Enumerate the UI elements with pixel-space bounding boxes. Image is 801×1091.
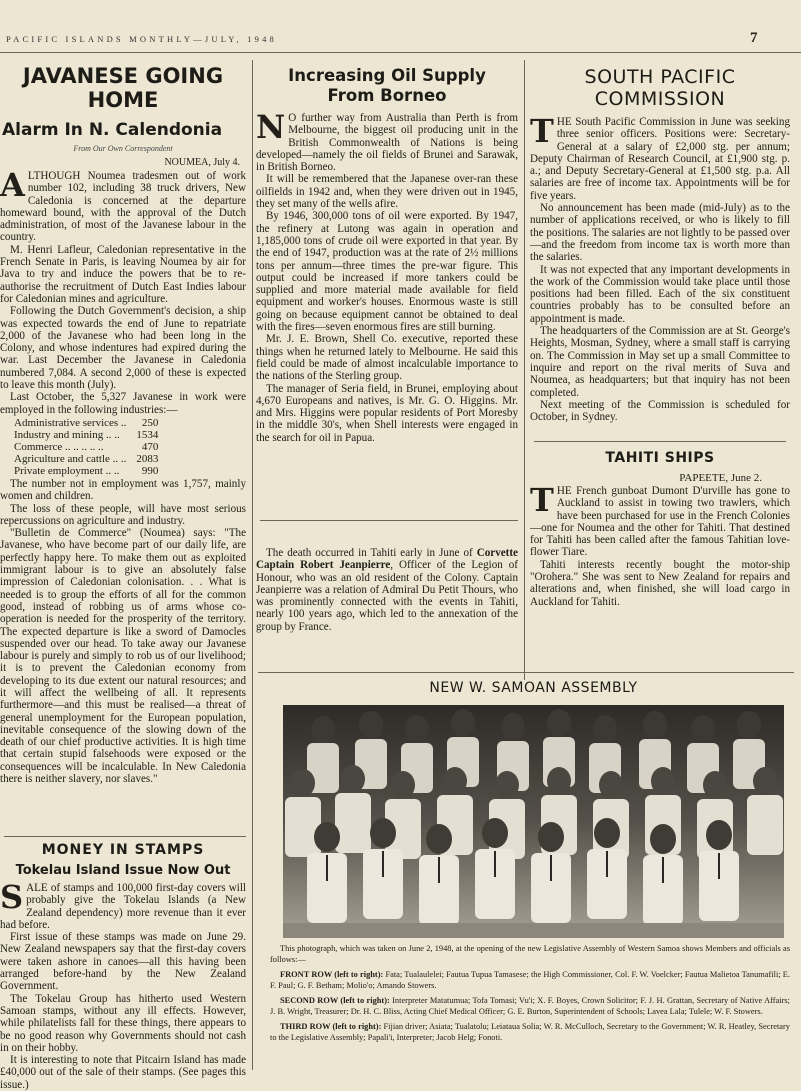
article-body xyxy=(256,547,518,633)
headline: COMMISSION xyxy=(594,88,726,110)
paragraph: The manager of Seria field, in Brunei, employing about 4,670 Europeans and natives, is Mr. G. O. Higgins. Mr. and Mrs. Higgins were popular residents of Port Moresby in the middle 30's, when Shell interests were engaged in the search for oil in Papua. xyxy=(256,382,518,444)
paragraph: It will be remembered that the Japanese over-ran these oilfields in 1942 and, when they were driven out in 1945, they set many of the wells afire. xyxy=(256,173,518,211)
headline: MONEY IN STAMPS xyxy=(41,842,205,858)
headline: TAHITI SHIPS xyxy=(605,450,715,466)
caption-row-text: Fata; Tualaulelei; Fautua Tupua Tamasese; the High Commissioner, Col. F. W. Voelcker; Fautua Malietoa Tanumafili; E. F. Paul; G. F. Betham; Molio'o; Amando Stowers. xyxy=(270,970,790,990)
article-body xyxy=(530,481,790,608)
caption-row-label: FRONT ROW (left to right): xyxy=(280,970,384,979)
table-cell-label: Agriculture and cattle .. .. xyxy=(14,452,127,465)
assembly-photograph xyxy=(283,705,784,938)
paragraph: M. Henri Lafleur, Caledonian representative in the French Senate in Paris, is leaving Noumea by air for Java to try and induce the powers that be to re-authorise the recruitment of Dutch East Indies labour for Caledonian mines and agriculture. xyxy=(0,243,246,305)
article-oil xyxy=(256,62,518,517)
table-row xyxy=(12,465,160,477)
drop-cap: S xyxy=(0,878,24,916)
table-cell-value: 1534 xyxy=(136,428,159,441)
article-body xyxy=(0,166,246,786)
section-rule xyxy=(534,441,786,442)
byline: From Our Own Correspondent xyxy=(73,144,173,153)
paragraph: The loss of these people, will have most serious repercussions on agriculture and industry. xyxy=(0,502,246,527)
header-rule xyxy=(0,52,801,53)
paragraph: , Officer of the Legion of Honour, who was an old resident of the Colony. Captain Jeanpierre was a relation of Admiral Du Petit Thours, who was prominently connected with the events in Tahiti, nearly 100 years ago, which led to the annexation of the group by France. xyxy=(256,559,518,633)
drop-cap: T xyxy=(530,112,554,150)
headline: JAVANESE GOING HOME xyxy=(22,64,224,112)
paragraph: "Bulletin de Commerce" (Noumea) says: "The Javanese, who have become part of our daily life, are perfectly happy here. To make them out as exploited immigrant labour is to give an absolutely false impression of Caledonian colonisation. . . What is needed is to group the efforts of all for the common good, instead of robbing us of arms whose co-operation is needed for the prosperity of the territory. The expected departure is like a sword of Damocles suspended over our head. To take away our Javanese labour is purely and simply to rob us of our livelihood; it is to prevent the Caledonian economy from developing to its due extent our natural resources; and it will affect the wellbeing of all. It represents furthermore—and this must be realised—a threat of general unemployment for the European population, inevitable consequence of the slowing down of the death of our chief productive activities. It is high time that certain stupid falsehoods were exposed or the consequences will be incalculable. In New Caledonia there is neither slavery, nor slaves." xyxy=(0,527,246,786)
article-body xyxy=(0,878,246,1091)
caption-row-text: Interpreter Matatumua; Tofa Tomasi; Vu'i; X. F. Boyes, Crown Solicitor; F. J. H. Grattan, Secretary of Native Affairs; J. B. Wright, Treasurer; Dr. H. C. Bliss, Acting Chief Medical Officer; G. E. Burton, Superintendent of Schools; Lavea Lala; Tulele; W. F. Stowers. xyxy=(270,996,790,1016)
caption-row-label: SECOND ROW (left to right): xyxy=(280,996,390,1005)
section-rule xyxy=(258,672,794,673)
page-number: 7 xyxy=(750,30,758,46)
caption-intro: This photograph, which was taken on June 2, 1948, at the opening of the new Legislative Assembly of Western Samoa shows Members and officials as follows:— xyxy=(270,944,790,964)
paragraph: Following the Dutch Government's decision, a ship was expected towards the end of June to repatriate 2,000 of the Javanese who had been long in the Colony, and whose indentures had expired during the war. Last December the Javanese in Caledonia numbered 7,084. A second 2,000 of these is expected to leave this month (July). xyxy=(0,305,246,392)
paragraph: The Tokelau Group has hitherto used Western Samoan stamps, without any ill effects. However, while philatelists fall for these things, there appears to be no good reason why Governments should not cash in on their hobby. xyxy=(0,992,246,1054)
column-divider-2 xyxy=(524,60,525,680)
article-javanese xyxy=(0,60,246,840)
drop-cap: A xyxy=(0,166,25,204)
table-row xyxy=(12,441,160,453)
employment-table xyxy=(12,417,160,477)
article-spc xyxy=(530,62,790,442)
running-head xyxy=(0,30,801,52)
headline: SOUTH PACIFIC xyxy=(584,66,736,88)
table-cell-label: Industry and mining .. .. xyxy=(14,428,120,441)
publication-line: PACIFIC ISLANDS MONTHLY—JULY, 1948 xyxy=(6,34,277,44)
dateline: PAPEETE, June 2. xyxy=(679,472,762,484)
section-rule xyxy=(260,520,518,521)
subheadline: Alarm In N. Calendonia xyxy=(2,120,223,140)
headline: Increasing Oil Supply xyxy=(288,66,486,85)
drop-cap: N xyxy=(256,108,286,146)
officer-name: Corvette Captain Robert Jeanpierre xyxy=(256,547,518,572)
drop-cap: T xyxy=(530,481,554,519)
table-cell-value: 250 xyxy=(141,416,159,429)
table-cell-label: Private employment .. .. xyxy=(14,464,120,477)
paragraph: O further way from Australia than Perth is from Melbourne, the biggest oil producing unit in the British Commonwealth of Nations is being developed—namely the oil fields of Brunei and Sarawak, in British Borneo. xyxy=(256,112,518,174)
table-cell-label: Commerce .. .. .. .. .. xyxy=(14,440,104,453)
paragraph: Mr. J. E. Brown, Shell Co. executive, reported these things when he returned lately to Melbourne. He said this field could be made of almost incalculable importance to the nations of the Sterling group. xyxy=(256,333,518,383)
paragraph: By 1946, 300,000 tons of oil were exported. By 1947, the refinery at Lutong was again in operation and 1,185,000 tons of crude oil were exported in that year. By the end of 1947, production was at the rate of 2½ millions tons per annum—three times the pre-war figure. This output could be increased if more tankers could be supplied and more material made available for field equipment and worker's houses. Enormous waste is still going on because equipment cannot be obtained to deal with the fires—seven enormous fires are still burning. xyxy=(256,210,518,334)
section-rule xyxy=(4,836,246,837)
table-row xyxy=(12,453,160,465)
dateline: NOUMEA, July 4. xyxy=(164,157,240,168)
paragraph: First issue of these stamps was made on June 29. New Zealand newspapers say that the first-day covers were taken ashore in canoes—all this having been arranged before-hand by the New Zealand Government. xyxy=(0,931,246,993)
article-death-notice xyxy=(256,547,518,682)
paragraph: LTHOUGH Noumea tradesmen out of work number 102, including 38 truck drivers, New Caledonia is concerned at the departure homeward bound, with the approval of the Dutch administration, of most of the Javanese labour in the country. xyxy=(0,170,246,244)
photo-headline: NEW W. SAMOAN ASSEMBLY xyxy=(429,680,638,696)
column-divider-1 xyxy=(252,60,253,1070)
paragraph: It was not expected that any important developments in the work of the Commission would take place until those positions had been filled. Each of the six constituent countries probably has to be consulted before an appointment is made. xyxy=(530,263,790,325)
paragraph: No announcement has been made (mid-July) as to the number of applications received, or who is likely to fill the positions. The salaries are not lightly to be passed over—and the freedom from income tax is worth more than the salaries. xyxy=(530,202,790,264)
paragraph: The number not in employment was 1,757, mainly women and children. xyxy=(0,477,246,503)
table-cell-value: 2083 xyxy=(136,452,159,465)
paragraph: HE South Pacific Commission in June was seeking three senior officers. Positions were: Secretary-General at a salary of £2,000 stg. per annum; Deputy Chairman of Research Council, at £1,900 stg. p. a.; and Deputy Secretary-General at £1,500 stg. p.a. All salaries are free of income tax. Appointments will be for five years. xyxy=(530,116,790,202)
table-cell-label: Administrative services .. xyxy=(14,416,127,429)
subheadline: Tokelau Island Issue Now Out xyxy=(15,863,231,878)
paragraph: Next meeting of the Commission is scheduled for October, in Sydney. xyxy=(530,398,790,424)
paragraph: The headquarters of the Commission are at St. George's Heights, Mosman, Sydney, where a small staff is carrying on. The Commission in May set up a small Committee to inquire and report on the rival merits of Suva and Noumea, as headquarters; but that inquiry has not been completed. xyxy=(530,325,790,399)
assembly-photo-image xyxy=(283,705,784,938)
article-tahiti xyxy=(530,450,790,682)
table-row xyxy=(12,417,160,429)
paragraph: ALE of stamps and 100,000 first-day covers will probably give the Tokelau Islands (a New Zealand dependency) more revenue than it ever had before. xyxy=(0,882,246,931)
photo-caption xyxy=(270,943,790,1073)
article-body xyxy=(256,108,518,444)
table-cell-value: 990 xyxy=(141,464,159,477)
paragraph: It is interesting to note that Pitcairn Island has made £40,000 out of the sale of their stamps. (See pages this issue.) xyxy=(0,1054,246,1091)
paragraph: Tahiti interests recently bought the motor-ship "Orohera." She was sent to New Zealand for repairs and alterations and, when finished, she will load cargo in Auckland for Tahiti. xyxy=(530,558,790,608)
paragraph: The death occurred in Tahiti early in June of xyxy=(266,547,477,559)
table-row xyxy=(12,429,160,441)
caption-row-label: THIRD ROW (left to right): xyxy=(280,1022,382,1031)
paragraph: Last October, the 5,327 Javanese in work were employed in the following industries:— xyxy=(0,391,246,416)
article-body xyxy=(530,112,790,424)
caption-row-text: Fijian driver; Asiata; Tualatolu; Leiataua Solia; W. R. McCulloch, Secretary to the Government; W. R. Heatley, Secretary to the Legislative Assembly; Papali'i, Interpreter; Jacob Helg; Fonoti. xyxy=(270,1022,790,1042)
paragraph: HE French gunboat Dumont D'urville has gone to Auckland to assist in towing two trawlers, which have been purchased for use in the French Colonies—one for Noumea and the other for Tahiti. That destined for Tahiti has been called after the famous Tahitian love-flower Tiare. xyxy=(530,485,790,559)
table-cell-value: 470 xyxy=(141,440,159,453)
headline: From Borneo xyxy=(327,86,447,105)
article-stamps xyxy=(0,842,246,1091)
